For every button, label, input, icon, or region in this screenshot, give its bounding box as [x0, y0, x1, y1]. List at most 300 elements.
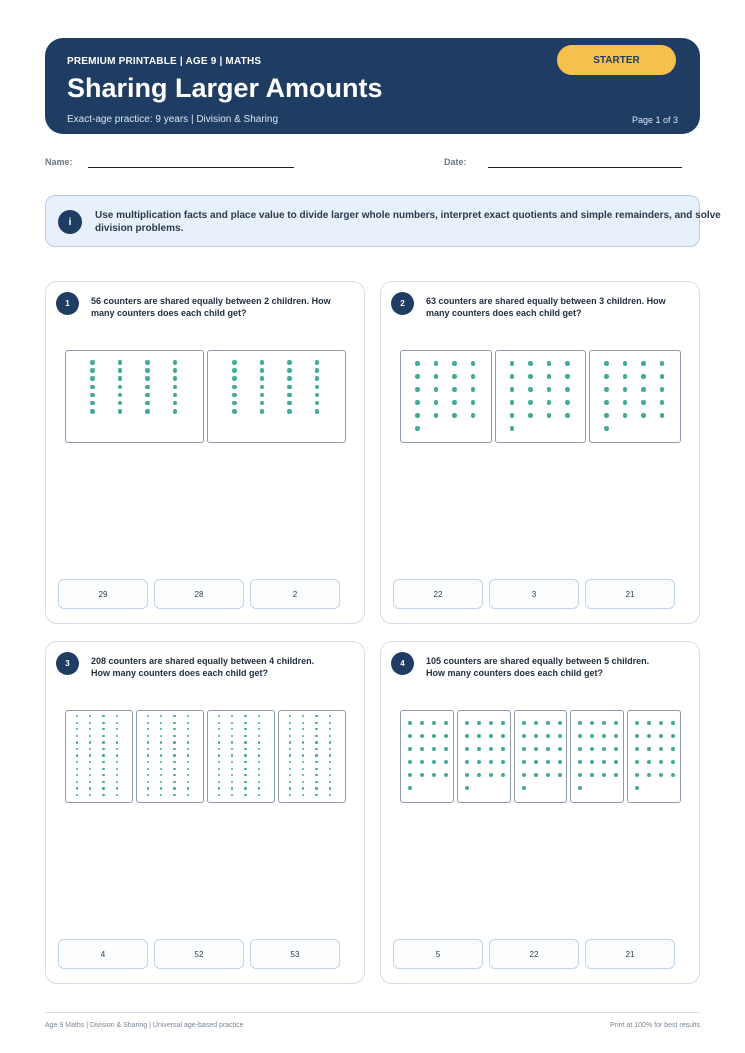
counter-dot	[90, 401, 95, 406]
counter-dot	[102, 761, 104, 763]
counter-dot	[590, 721, 594, 725]
counter-dot	[231, 761, 233, 763]
counter-dot	[489, 747, 493, 751]
counter-dot	[116, 787, 118, 789]
counter-dot	[173, 787, 175, 789]
counter-dot	[614, 760, 618, 764]
counter-dot	[432, 760, 436, 764]
header-kicker: PREMIUM PRINTABLE | AGE 9 | MATHS	[67, 56, 262, 67]
answer-option[interactable]: 22	[393, 579, 483, 609]
counter-dot	[329, 787, 331, 789]
counter-dot	[116, 754, 118, 756]
counter-dot	[147, 728, 149, 730]
counter-dot	[116, 761, 118, 763]
counter-dot	[578, 773, 582, 777]
counter-dot	[258, 754, 260, 756]
counter-dot	[116, 741, 118, 743]
counter-dot	[231, 722, 233, 724]
counter-dot	[558, 734, 562, 738]
counter-dot	[415, 413, 420, 418]
name-line[interactable]	[88, 167, 294, 168]
answer-option[interactable]: 5	[393, 939, 483, 969]
counter-dot	[116, 748, 118, 750]
counter-dot	[489, 721, 493, 725]
counter-dot	[528, 361, 533, 366]
footer-right: Print at 100% for best results	[610, 1022, 700, 1029]
answer-option[interactable]: 22	[489, 939, 579, 969]
counter-dot	[258, 794, 260, 796]
counter-dot	[501, 747, 505, 751]
counter-dot	[244, 728, 246, 730]
counter-dot	[329, 774, 331, 776]
counter-dot	[173, 781, 175, 783]
counter-dot	[160, 754, 162, 756]
counter-dot	[660, 400, 665, 405]
counter-dot	[187, 794, 189, 796]
counter-dot	[329, 741, 331, 743]
counter-group	[514, 710, 568, 803]
counter-dot	[329, 754, 331, 756]
counter-dot	[89, 735, 91, 737]
counter-group	[65, 350, 204, 443]
counter-dot	[258, 728, 260, 730]
counter-dot	[329, 794, 331, 796]
answer-option[interactable]: 4	[58, 939, 148, 969]
counter-dot	[173, 774, 175, 776]
counter-dot	[522, 773, 526, 777]
counter-dot	[623, 374, 628, 379]
counter-dot	[89, 722, 91, 724]
counter-dot	[187, 787, 189, 789]
counter-dot	[329, 715, 331, 717]
page-number: Page 1 of 3	[631, 115, 678, 125]
counter-dot	[302, 768, 304, 770]
counter-dot	[315, 728, 317, 730]
counter-dot	[614, 773, 618, 777]
counter-dot	[635, 747, 639, 751]
counter-dot	[244, 774, 246, 776]
counter-dot	[147, 781, 149, 783]
counter-dot	[231, 774, 233, 776]
counter-dot	[604, 387, 609, 392]
counter-dot	[76, 735, 78, 737]
counter-dot	[116, 774, 118, 776]
counter-dot	[432, 721, 436, 725]
counter-dot	[231, 735, 233, 737]
counter-dot	[315, 376, 320, 381]
counter-dot	[76, 774, 78, 776]
counter-dot	[145, 385, 150, 390]
counter-dot	[315, 385, 320, 390]
counter-dot	[289, 715, 291, 717]
counter-dot	[244, 735, 246, 737]
question-card-4	[380, 641, 700, 984]
counter-dot	[160, 781, 162, 783]
counter-dot	[660, 387, 665, 392]
counter-dot	[546, 747, 550, 751]
counter-dot	[260, 376, 265, 381]
counter-group	[457, 710, 511, 803]
counter-dot	[420, 773, 424, 777]
counter-dot	[260, 360, 265, 365]
counter-group	[65, 710, 133, 803]
worksheet-header	[45, 38, 700, 134]
counter-dot	[565, 413, 570, 418]
counter-dot	[602, 747, 606, 751]
counter-dot	[432, 747, 436, 751]
counter-dot	[258, 715, 260, 717]
counter-dot	[659, 773, 663, 777]
answer-option[interactable]: 52	[154, 939, 244, 969]
counter-dot	[522, 760, 526, 764]
counter-dot	[102, 741, 104, 743]
counter-dot	[76, 741, 78, 743]
counter-dot	[147, 761, 149, 763]
counter-dot	[147, 715, 149, 717]
counter-dot	[160, 722, 162, 724]
counter-dot	[260, 385, 265, 390]
counter-group	[570, 710, 624, 803]
counter-dot	[558, 773, 562, 777]
counter-dot	[408, 734, 412, 738]
counter-dot	[218, 735, 220, 737]
counter-dot	[232, 401, 237, 406]
counter-dot	[160, 787, 162, 789]
footer-divider	[45, 1012, 700, 1013]
answer-option[interactable]: 3	[489, 579, 579, 609]
counter-dot	[76, 748, 78, 750]
counter-dot	[465, 721, 469, 725]
counter-dot	[173, 385, 178, 390]
counter-dot	[244, 781, 246, 783]
counter-dot	[315, 393, 320, 398]
counter-dot	[289, 774, 291, 776]
counter-dot	[147, 774, 149, 776]
question-text: 208 counters are shared equally between 4 children. How many counters does each child get?	[91, 656, 315, 678]
counter-dot	[244, 741, 246, 743]
counter-dot	[604, 374, 609, 379]
counter-dot	[118, 409, 123, 414]
counter-dot	[287, 368, 292, 373]
answer-option[interactable]: 29	[58, 579, 148, 609]
counter-dot	[187, 715, 189, 717]
counter-dot	[477, 773, 481, 777]
counter-dot	[232, 376, 237, 381]
counter-dot	[659, 734, 663, 738]
counter-dot	[89, 715, 91, 717]
counter-dot	[173, 754, 175, 756]
counter-dot	[465, 747, 469, 751]
counter-dot	[258, 787, 260, 789]
counter-dot	[671, 773, 675, 777]
answer-option[interactable]: 28	[154, 579, 244, 609]
counter-dot	[232, 393, 237, 398]
counter-dot	[173, 761, 175, 763]
counter-dot	[315, 401, 320, 406]
counter-dot	[147, 741, 149, 743]
counter-dot	[641, 361, 646, 366]
counter-dot	[641, 387, 646, 392]
counter-dot	[231, 754, 233, 756]
counter-dot	[287, 401, 292, 406]
answer-option[interactable]: 21	[585, 579, 675, 609]
counter-dot	[160, 715, 162, 717]
counter-dot	[501, 721, 505, 725]
counter-dot	[302, 748, 304, 750]
counter-dot	[160, 768, 162, 770]
counter-dot	[160, 774, 162, 776]
counter-group	[589, 350, 681, 443]
counter-dot	[116, 728, 118, 730]
counter-dot	[218, 722, 220, 724]
counter-dot	[173, 722, 175, 724]
counter-dot	[302, 728, 304, 730]
counter-dot	[147, 735, 149, 737]
counter-dot	[614, 734, 618, 738]
question-number: 3	[56, 652, 79, 675]
counter-dot	[534, 734, 538, 738]
counter-group	[495, 350, 587, 443]
counter-dot	[218, 774, 220, 776]
counter-dot	[614, 721, 618, 725]
counter-dot	[471, 374, 476, 379]
counter-dot	[329, 735, 331, 737]
counter-dot	[547, 400, 552, 405]
counter-dot	[147, 787, 149, 789]
counter-dot	[89, 787, 91, 789]
counter-dot	[444, 747, 448, 751]
counter-dot	[522, 721, 526, 725]
question-text: 56 counters are shared equally between 2 children. How many counters does each child get?	[91, 296, 331, 318]
counter-dot	[173, 401, 178, 406]
counter-dot	[260, 368, 265, 373]
counter-dot	[444, 721, 448, 725]
counter-dot	[415, 374, 420, 379]
counter-dot	[102, 728, 104, 730]
answer-option[interactable]: 53	[250, 939, 340, 969]
counter-dot	[434, 387, 439, 392]
counter-dot	[477, 734, 481, 738]
counter-dot	[510, 400, 515, 405]
counter-dot	[231, 768, 233, 770]
counter-dot	[231, 741, 233, 743]
counter-dot	[258, 774, 260, 776]
counter-dot	[408, 760, 412, 764]
counter-dot	[647, 734, 651, 738]
counter-dot	[102, 787, 104, 789]
counter-dot	[465, 734, 469, 738]
counter-dot	[260, 393, 265, 398]
counter-dot	[471, 400, 476, 405]
counter-dot	[546, 721, 550, 725]
counter-dot	[302, 781, 304, 783]
question-card-2	[380, 281, 700, 624]
counter-dot	[465, 786, 469, 790]
counter-dot	[102, 715, 104, 717]
answer-option[interactable]: 2	[250, 579, 340, 609]
counter-dot	[623, 413, 628, 418]
counter-dot	[289, 781, 291, 783]
counter-dot	[118, 368, 123, 373]
counter-dot	[289, 728, 291, 730]
counter-dot	[287, 385, 292, 390]
counter-dot	[89, 774, 91, 776]
counter-dot	[578, 721, 582, 725]
counter-dot	[102, 748, 104, 750]
counter-dot	[116, 794, 118, 796]
counter-dot	[76, 794, 78, 796]
counter-dot	[660, 361, 665, 366]
counter-dot	[315, 794, 317, 796]
counter-dot	[258, 741, 260, 743]
counter-dot	[187, 722, 189, 724]
counter-dot	[244, 715, 246, 717]
counter-dot	[173, 360, 178, 365]
counter-dot	[315, 787, 317, 789]
counter-dot	[90, 360, 95, 365]
counter-dot	[231, 715, 233, 717]
counter-dot	[287, 360, 292, 365]
counter-dot	[408, 773, 412, 777]
counter-dot	[641, 413, 646, 418]
counter-dot	[102, 774, 104, 776]
counter-dot	[289, 754, 291, 756]
counter-dot	[641, 400, 646, 405]
counter-dot	[489, 773, 493, 777]
counter-dot	[231, 748, 233, 750]
counter-dot	[510, 413, 515, 418]
counter-dot	[558, 747, 562, 751]
counter-dot	[415, 400, 420, 405]
counter-dot	[602, 773, 606, 777]
counter-dot	[501, 734, 505, 738]
counter-dot	[147, 748, 149, 750]
counter-dot	[434, 400, 439, 405]
counter-dot	[160, 748, 162, 750]
counter-group	[136, 710, 204, 803]
counter-dot	[89, 794, 91, 796]
counter-dot	[76, 754, 78, 756]
counter-dot	[558, 760, 562, 764]
counter-dot	[173, 393, 178, 398]
question-number: 2	[391, 292, 414, 315]
counter-dot	[289, 787, 291, 789]
counter-dot	[187, 728, 189, 730]
counter-dot	[116, 735, 118, 737]
counter-dot	[659, 721, 663, 725]
counter-dot	[489, 760, 493, 764]
counter-dot	[102, 768, 104, 770]
counter-dot	[218, 794, 220, 796]
instructions-text: Use multiplication facts and place value to divide larger whole numbers, interpret exact quotients and simple remainders, and solve division problems.	[95, 210, 721, 234]
counter-dot	[434, 413, 439, 418]
counter-dot	[558, 721, 562, 725]
counter-dot	[76, 768, 78, 770]
counter-dot	[232, 385, 237, 390]
counter-dot	[415, 426, 420, 431]
counter-dot	[434, 374, 439, 379]
counter-dot	[408, 786, 412, 790]
counter-dot	[565, 387, 570, 392]
counter-dot	[89, 741, 91, 743]
counter-dot	[258, 722, 260, 724]
counter-dot	[218, 754, 220, 756]
date-line[interactable]	[488, 167, 682, 168]
counter-dot	[420, 721, 424, 725]
counter-dot	[329, 748, 331, 750]
counter-dot	[218, 741, 220, 743]
counter-dot	[329, 768, 331, 770]
counter-dot	[116, 781, 118, 783]
footer-left: Age 9 Maths | Division & Sharing | Universal age-based practice	[45, 1022, 244, 1029]
counter-dot	[260, 401, 265, 406]
counter-dot	[173, 376, 178, 381]
counter-group	[207, 350, 346, 443]
counter-dot	[329, 781, 331, 783]
counter-dot	[173, 794, 175, 796]
counter-dot	[173, 715, 175, 717]
answer-option[interactable]: 21	[585, 939, 675, 969]
counter-dot	[160, 794, 162, 796]
counter-dot	[258, 781, 260, 783]
counter-dot	[329, 722, 331, 724]
counter-dot	[528, 413, 533, 418]
counter-dot	[90, 393, 95, 398]
counter-dot	[315, 774, 317, 776]
counter-dot	[89, 781, 91, 783]
question-number: 1	[56, 292, 79, 315]
counter-dot	[147, 754, 149, 756]
counter-group	[400, 350, 492, 443]
counter-dot	[90, 376, 95, 381]
counter-dot	[647, 747, 651, 751]
counter-dot	[187, 781, 189, 783]
counter-dot	[232, 409, 237, 414]
counter-dot	[187, 768, 189, 770]
counter-dot	[659, 747, 663, 751]
counter-dot	[76, 787, 78, 789]
counter-dot	[477, 721, 481, 725]
counter-dot	[315, 768, 317, 770]
counter-dot	[315, 748, 317, 750]
counter-dot	[623, 361, 628, 366]
counter-dot	[102, 722, 104, 724]
page-title: Sharing Larger Amounts	[67, 73, 383, 103]
counter-dot	[547, 387, 552, 392]
counter-dot	[590, 734, 594, 738]
counter-dot	[315, 781, 317, 783]
counter-dot	[415, 387, 420, 392]
counter-dot	[118, 401, 123, 406]
counter-dot	[315, 368, 320, 373]
counter-dot	[160, 728, 162, 730]
counter-dot	[287, 409, 292, 414]
counter-dot	[444, 734, 448, 738]
counter-groups	[65, 350, 346, 443]
counter-dot	[116, 715, 118, 717]
counter-dot	[218, 761, 220, 763]
counter-dot	[102, 781, 104, 783]
counter-dot	[89, 754, 91, 756]
counter-dot	[76, 761, 78, 763]
counter-dot	[315, 761, 317, 763]
counter-dot	[231, 781, 233, 783]
counter-dot	[420, 747, 424, 751]
counter-dot	[420, 734, 424, 738]
counter-group	[400, 710, 454, 803]
counter-dot	[173, 748, 175, 750]
counter-dot	[302, 754, 304, 756]
